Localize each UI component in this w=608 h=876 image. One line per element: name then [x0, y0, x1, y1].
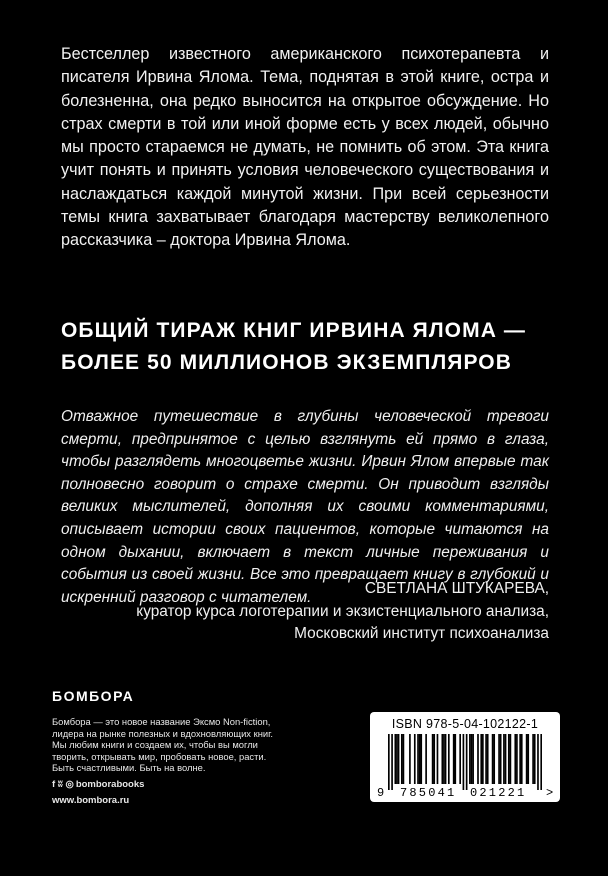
barcode-bar — [510, 734, 512, 784]
isbn-label: ISBN 978-5-04-102122-1 — [391, 717, 539, 731]
publisher-description-line: Бомбора — это новое название Эксмо Non-fiction, — [52, 716, 271, 727]
barcode-bar — [417, 734, 419, 784]
barcode-bar — [514, 734, 516, 784]
barcode-bar — [443, 734, 445, 784]
barcode-first-digit: 9 — [377, 786, 385, 800]
social-media-icons[interactable]: f ʬ ◎ — [52, 779, 74, 790]
barcode-bar — [480, 734, 482, 784]
quote-text: Отважное путешествие в глубины человеческой тревоги смерти, предпринятое с целью взглянуть ей прямо в глаза, чтобы разглядеть многоцветье жизни. Ирвин Ялом впервые так полновесно говорит о страхе смерти. Он приводит взгляды великих мыслителей, дополняя их своими комментариями, описывает истории своих пациентов, которые читаются на одном дыхании, включает в текст личные переживания и события из своей жизни. Все это превращает книгу в глубокий и искренний разговор с читателем. — [61, 408, 549, 606]
barcode-bar — [414, 734, 416, 784]
blurb-paragraph: Бестселлер известного американского психотерапевта и писателя Ирвина Ялома. Тема, поднятая в этой книге, остра и болезненна, она редко выносится на открытое обсуждение. Но страх смерти в той или иной форме есть у всех людей, обычно мы просто стараемся не думать, не помнить об этом. Эта книга учит понять и принять условия человеческого существования и наслаждаться каждой минутой жизни. При всей серьезности темы книга захватывает благодаря мастерству великолепного рассказчика – доктора Ирвина Ялома. — [61, 45, 549, 250]
barcode-bar — [391, 734, 393, 790]
barcode-bar — [526, 734, 528, 784]
barcode-bar — [432, 734, 434, 784]
barcode-bar — [493, 734, 495, 784]
barcode-bar — [516, 734, 518, 784]
barcode-bar — [454, 734, 456, 784]
publisher-description-line: Быть счастливыми. Быть на волне. — [52, 762, 206, 774]
barcode-bar — [498, 734, 500, 784]
barcode-bar — [527, 734, 529, 784]
book-blurb — [61, 43, 549, 253]
barcode-bar — [472, 734, 474, 784]
barcode-bar — [396, 734, 398, 784]
barcode-bar — [445, 734, 447, 784]
barcode-bar — [500, 734, 502, 784]
social-handle[interactable]: bomborabooks — [75, 779, 145, 790]
barcode-bar — [394, 734, 396, 784]
barcode-bar — [471, 734, 473, 784]
headline-line-1: ОБЩИЙ ТИРАЖ КНИГ ИРВИНА ЯЛОМА — — [61, 319, 527, 342]
reviewer-name: СВЕТЛАНА ШТУКАРЕВА, — [364, 580, 549, 597]
barcode-right-digits: 021221 — [470, 786, 527, 800]
barcode-bar — [508, 734, 510, 784]
barcode-end-mark: > — [546, 786, 554, 800]
barcode-bar — [485, 734, 487, 784]
barcode-bar — [433, 734, 435, 784]
publisher-description-line: творить, открывать мир, пробовать новое, расти. — [52, 750, 267, 762]
publisher-website[interactable]: www.bombora.ru — [52, 795, 130, 806]
barcode-bar — [453, 734, 455, 784]
reviewer-role: куратор курса логотерапии и экзистенциального анализа, — [136, 602, 549, 620]
barcode-bar — [540, 734, 542, 790]
reviewer-organization: Московский институт психоанализа — [294, 625, 549, 643]
barcode-bar — [532, 734, 534, 784]
headline-line-2: БОЛЕЕ 50 МИЛЛИОНОВ ЭКЗЕМПЛЯРОВ — [61, 351, 513, 374]
barcode-bar — [409, 734, 411, 784]
barcode-bar — [466, 734, 468, 790]
publisher-logo: БОМБОРА — [52, 688, 135, 704]
social-links[interactable] — [52, 779, 144, 790]
barcode-bar — [388, 734, 390, 790]
barcode-bar — [537, 734, 539, 790]
barcode-bar — [401, 734, 403, 784]
barcode-bar — [463, 734, 465, 790]
barcode-bar — [403, 734, 405, 784]
barcode-bar — [487, 734, 489, 784]
barcode-bar — [492, 734, 494, 784]
publisher-description-line: лидера на рынке полезных и вдохновляющих книг. — [52, 727, 273, 739]
barcode-bar — [419, 734, 421, 784]
barcode-bar — [425, 734, 427, 784]
ean13-barcode — [388, 734, 542, 790]
barcode-bar — [519, 734, 521, 784]
barcode-bar — [505, 734, 507, 784]
circulation-headline — [61, 315, 561, 379]
barcode-bar — [459, 734, 461, 784]
publisher-description — [52, 716, 352, 774]
barcode-bar — [503, 734, 505, 784]
barcode-bar — [420, 734, 422, 784]
barcode-bar — [534, 734, 536, 784]
barcode-bar — [448, 734, 450, 784]
barcode-bar — [521, 734, 523, 784]
barcode-bar — [437, 734, 439, 784]
barcode-bar — [482, 734, 484, 784]
barcode-bar — [398, 734, 400, 784]
barcode-left-digits: 785041 — [400, 786, 457, 800]
barcode-bar — [477, 734, 479, 784]
quote-attribution — [136, 578, 549, 646]
barcode-bar — [441, 734, 443, 784]
barcode-bar — [469, 734, 471, 784]
barcode-panel — [370, 712, 560, 802]
publisher-description-line: Мы любим книги и создаем их, чтобы вы могли — [52, 739, 258, 751]
